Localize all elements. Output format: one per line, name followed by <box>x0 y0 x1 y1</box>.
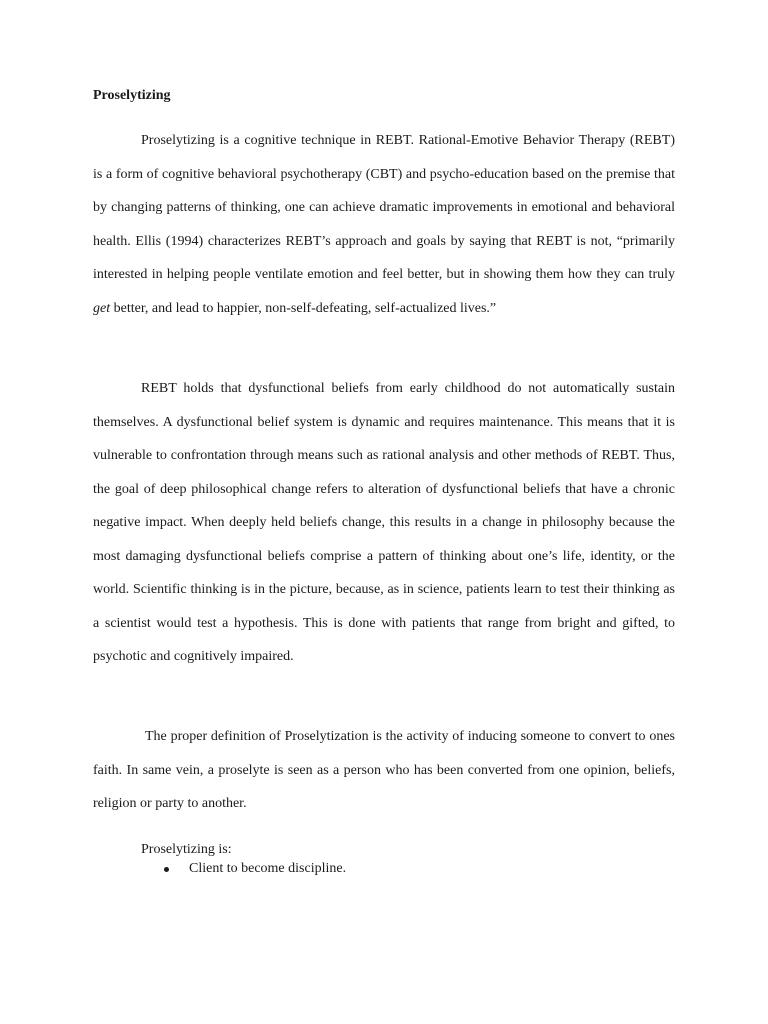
list-lead: Proselytizing is: <box>141 842 232 857</box>
section-heading: Proselytizing <box>93 88 171 103</box>
list-item-text: Client to become discipline. <box>189 861 347 876</box>
bullet-icon <box>164 867 169 872</box>
paragraph-text: Proselytizing is a cognitive technique in REBT. Rational-Emotive Behavior Therapy (REBT) is a form of cognitive behavioral psychotherapy (CBT) and psycho-education based on the premise that by changing patterns of thinking, one can achieve dramatic improvements in emotional and behavioral health. Ellis (1994) characterizes REBT’s approach and goals by saying that REBT is not, “primarily interested in helping people ventilate emotion and feel better, but in showing them how they can truly <box>93 133 675 282</box>
paragraph-definition: The proper definition of Proselytization is the activity of inducing someone to convert to ones faith. In same vein, a proselyte is seen as a person who has been converted from one opinion, beliefs, religion or party to another. <box>93 729 675 811</box>
italic-emphasis: get <box>93 300 111 316</box>
paragraph-rebt-intro <box>93 124 675 325</box>
paragraph-text: better, and lead to happier, non-self-defeating, self-actualized lives.” <box>110 300 497 316</box>
paragraph-dysfunctional-beliefs: REBT holds that dysfunctional beliefs from early childhood do not automatically sustain themselves. A dysfunctional belief system is dynamic and requires maintenance. This means that it is vulnerable to confrontation through means such as rational analysis and other methods of REBT. Thus, the goal of deep philosophical change refers to alteration of dysfunctional beliefs that have a chronic negative impact. When deeply held beliefs change, this results in a change in philosophy because the most damaging dysfunctional beliefs comprise a pattern of thinking about one’s life, identity, or the world. Scientific thinking is in the picture, because, as in science, patients learn to test their thinking as a scientist would test a hypothesis. This is done with patients that range from bright and gifted, to psychotic and cognitively impaired. <box>93 381 675 664</box>
list-item <box>164 859 346 879</box>
